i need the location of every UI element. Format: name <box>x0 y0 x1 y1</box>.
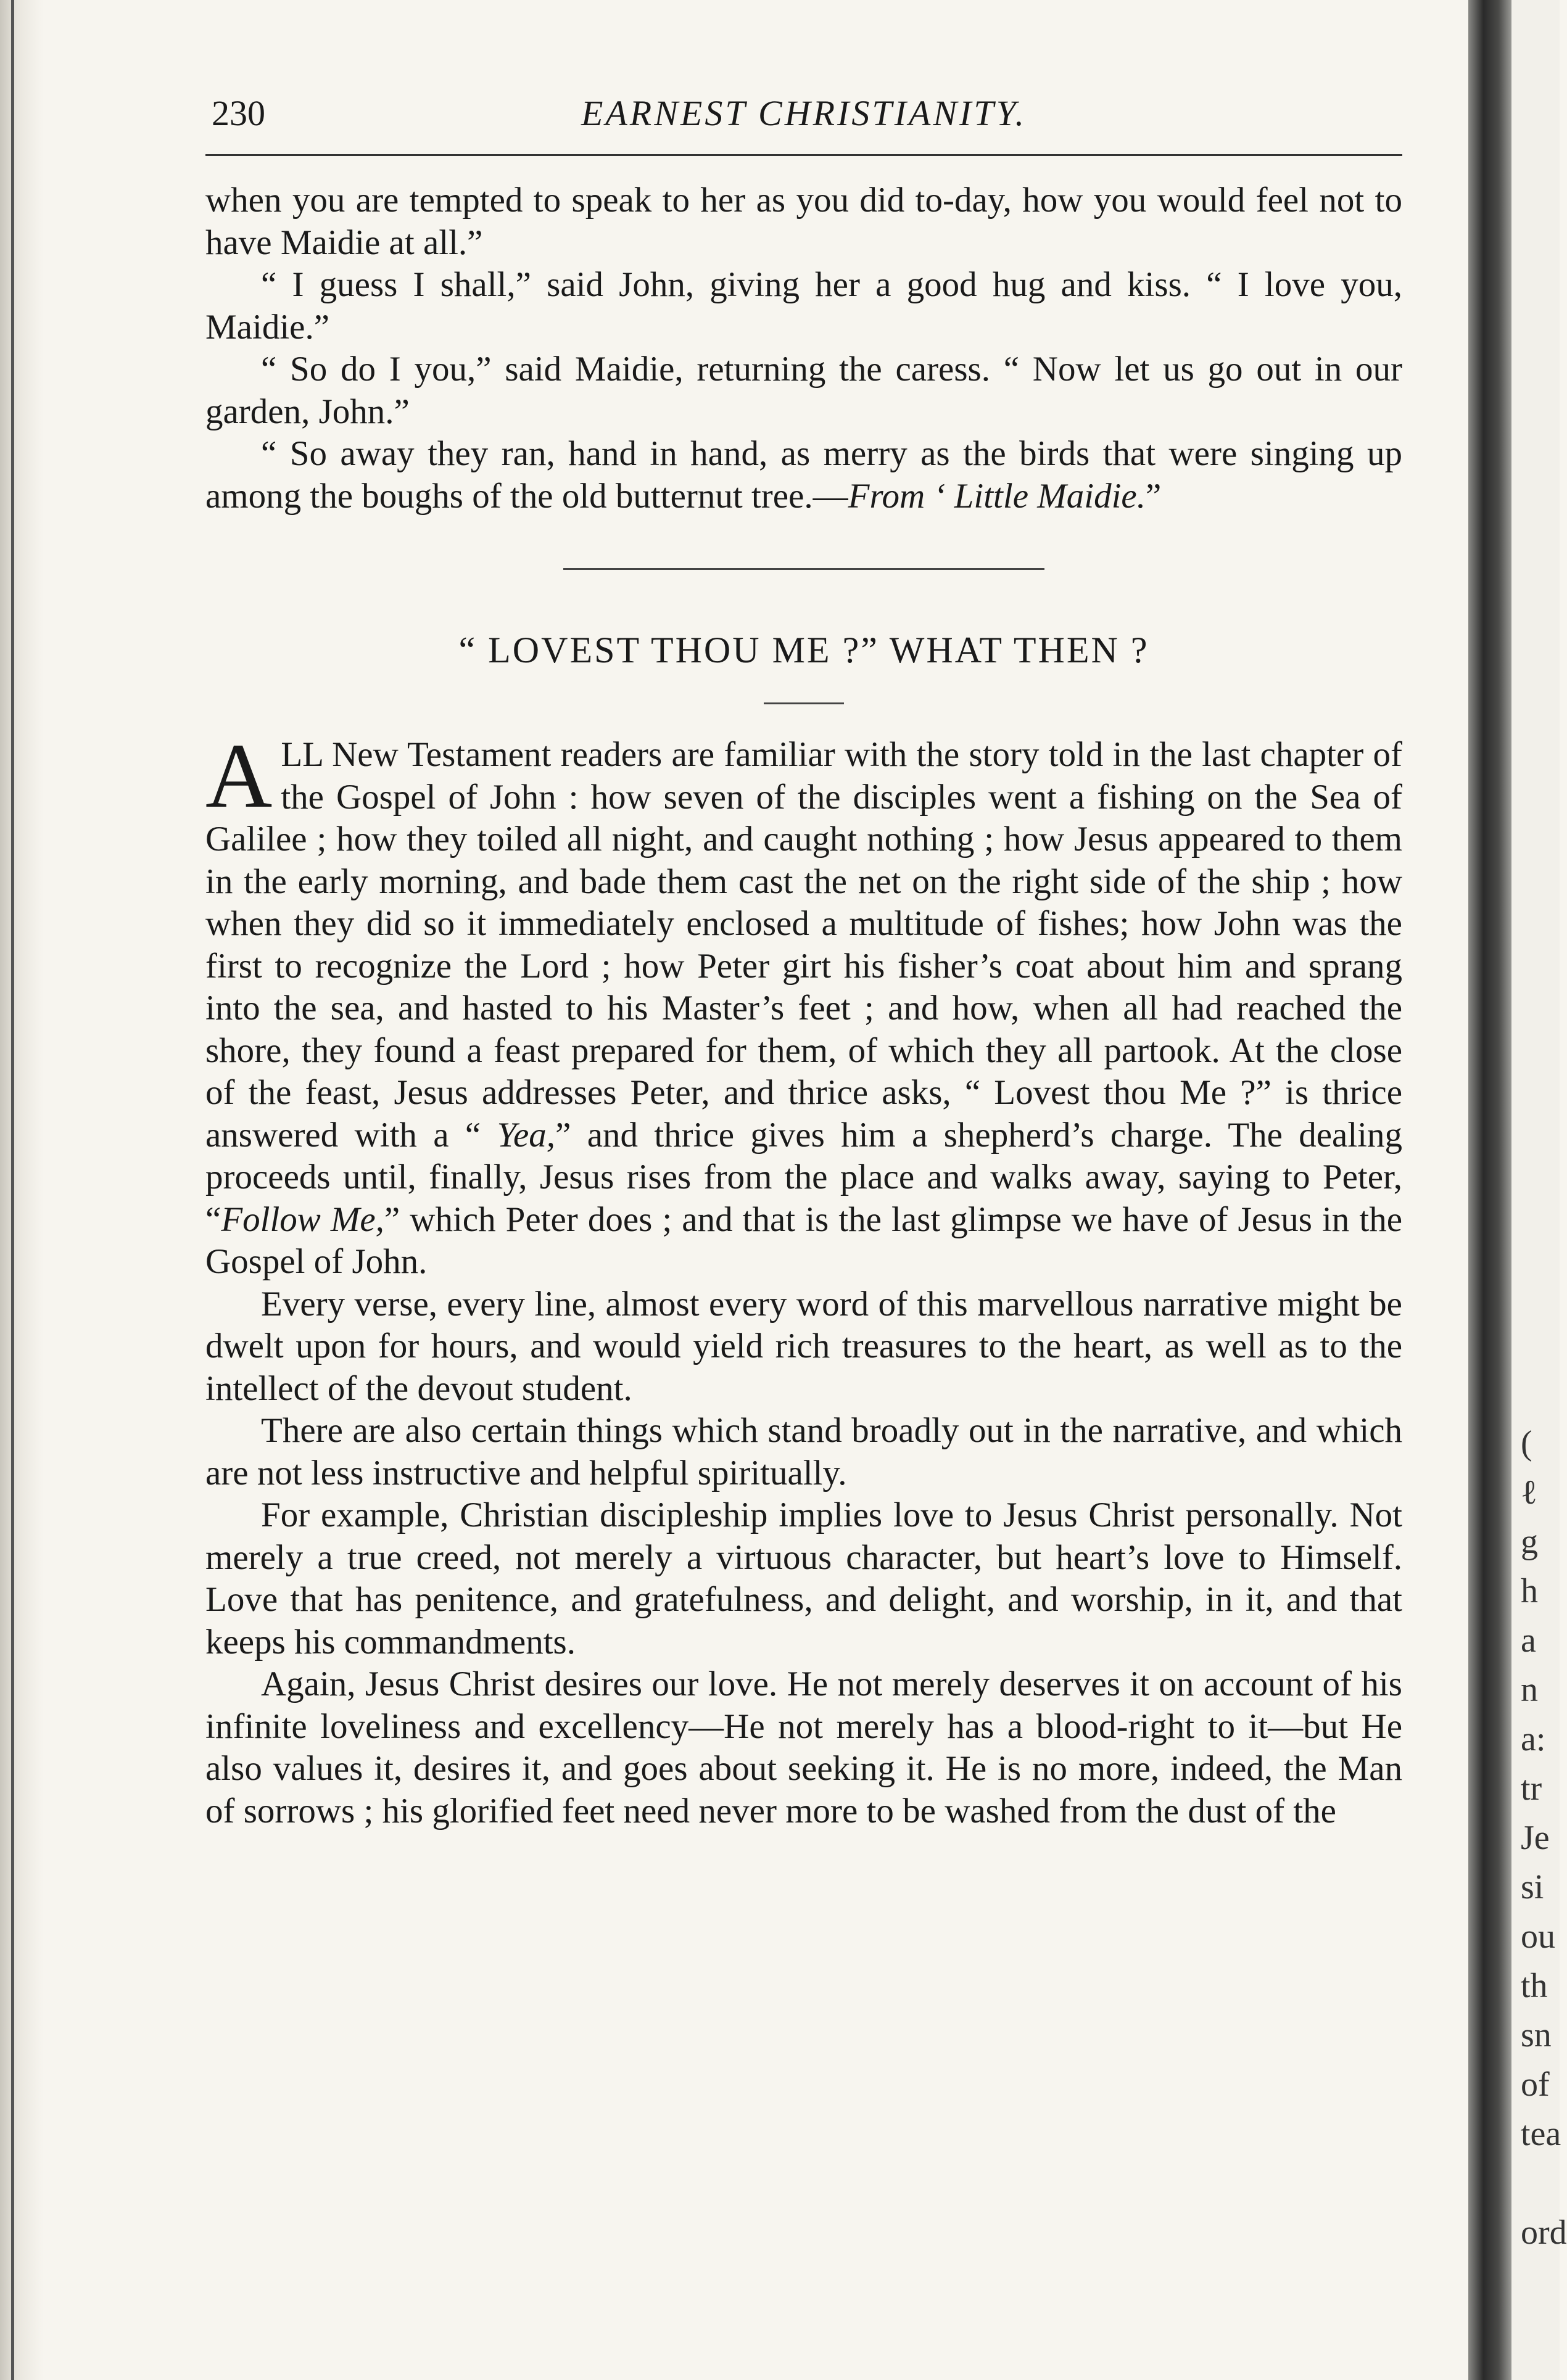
paragraph: Every verse, every line, almost every word of this marvellous narrative might be dwelt upon for hours, and would yield rich treasures to the heart, as well as to the intellect of the devout student. <box>205 1284 1402 1408</box>
source-citation: From ‘ Little Maidie. <box>848 476 1146 516</box>
fragment: tea <box>1521 2115 1561 2153</box>
paragraph: when you are tempted to speak to her as you did to-day, how you would feel not to have Maidie at all.” <box>205 181 1402 262</box>
article-body <box>205 725 1402 1832</box>
fragment: si <box>1521 1868 1544 1906</box>
fragment: ou <box>1521 1917 1555 1956</box>
article-title: “ LOVEST THOU ME ?” WHAT THEN ? <box>458 630 1149 670</box>
header-rule <box>205 154 1402 156</box>
binding-edge <box>11 0 14 2380</box>
facing-page-fragments <box>1521 1419 1567 2257</box>
page-number: 230 <box>212 93 265 133</box>
drop-cap: A <box>205 725 273 827</box>
source-close-quote: ” <box>1145 476 1162 516</box>
paragraph-text: “ So away they ran, hand in hand, as merry as the birds that were singing up among the boughs of the old butternut tree.— <box>205 434 1402 516</box>
paragraph <box>205 433 1402 517</box>
fragment: sn <box>1521 2016 1552 2054</box>
running-title: EARNEST CHRISTIANITY. <box>581 93 1027 133</box>
left-gutter <box>0 0 43 2380</box>
fragment: ℓ <box>1521 1473 1537 1512</box>
paragraph: There are also certain things which stand broadly out in the narrative, and which are not less instructive and helpful spiritually. <box>205 1411 1402 1493</box>
section-divider <box>563 568 1044 570</box>
fragment: ord <box>1521 2213 1567 2252</box>
paragraph: For example, Christian discipleship implies love to Jesus Christ personally. Not merely a true creed, not merely a virtuous character, but heart’s love to Himself. Love that has penitence, and gratefulness, and delight, and worship, in it, and that keeps his commandments. <box>205 1496 1402 1661</box>
fragment: th <box>1521 1967 1548 2005</box>
fragment: of <box>1521 2065 1550 2104</box>
fragment: tr <box>1521 1769 1542 1808</box>
story-end <box>205 179 1402 517</box>
fragment: n <box>1521 1671 1538 1709</box>
fragment: h <box>1521 1572 1538 1610</box>
fragment: Je <box>1521 1819 1550 1857</box>
paragraph-text: ” which Peter does ; and that is the last glimpse we have of Jesus in the Gospel of John. <box>205 1200 1402 1281</box>
running-head <box>205 80 1402 154</box>
italic-yea: Yea, <box>497 1115 556 1155</box>
paragraph: “ I guess I shall,” said John, giving her a good hug and kiss. “ I love you, Maidie.” <box>205 265 1402 347</box>
title-rule <box>764 702 844 704</box>
paragraph: “ So do I you,” said Maidie, returning the caress. “ Now let us go out in our garden, John.” <box>205 350 1402 431</box>
fragment <box>1521 2159 1560 2208</box>
paragraph-text: LL New Testament readers are familiar with the story told in the last chapter of the Gospel of John : how seven of the disciples went a fishing on the Sea of Galilee ; how they toiled all night, and caught nothing ; how Jesus appeared to them in the early morning, and bade them cast the net on the right side of the ship ; how when they did so it immediately enclosed a multitude of fishes; how John was the first to recognize the Lord ; how Peter girt his fisher’s coat about him and sprang into the sea, and hasted to his Master’s feet ; and how, when all had reached the shore, they found a feast prepared for them, of which they all partook. At the close of the feast, Jesus addresses Peter, and thrice asks, “ Lovest thou Me ?” is thrice answered with a “ <box>205 735 1402 1155</box>
fold-shadow <box>1468 0 1511 2380</box>
fragment: a: <box>1521 1720 1546 1758</box>
paragraph <box>205 725 1402 1283</box>
italic-follow-me: Follow Me, <box>221 1200 384 1239</box>
fragment: ( <box>1521 1424 1532 1462</box>
paragraph: Again, Jesus Christ desires our love. He not merely deserves it on account of his infinite loveliness and excellency—He not merely has a blood-right to it—but He also values it, desires it, and goes about seeking it. He is no more, indeed, the Man of sorrows ; his glorified feet need never more to be washed from the dust of the <box>205 1665 1402 1830</box>
paragraph-text: ” and thrice gives him a shepherd’s charge. The dealing proceeds until, finally, Jesus rises from the place and walks away, saying to Peter, “ <box>205 1115 1402 1239</box>
fragment: a <box>1521 1621 1536 1660</box>
page <box>205 80 1402 1832</box>
fragment: g <box>1521 1523 1538 1561</box>
